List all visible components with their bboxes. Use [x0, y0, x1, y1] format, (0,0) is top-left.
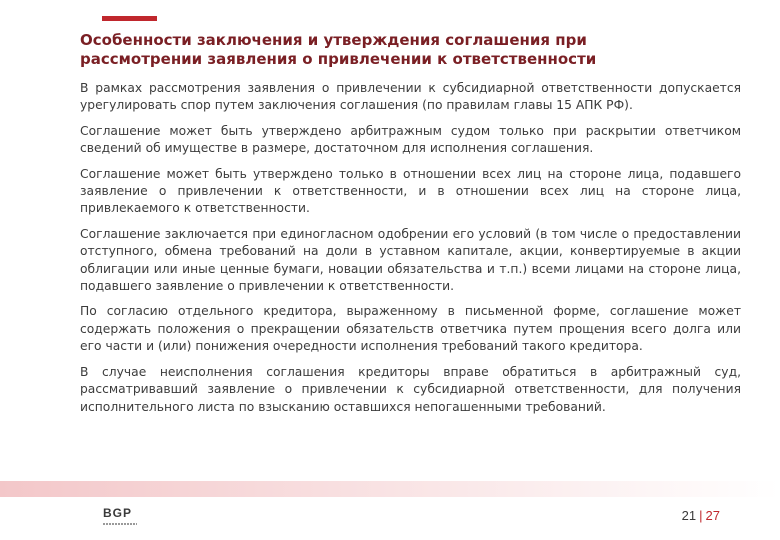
page-total: 27 — [705, 508, 720, 523]
page-separator: | — [699, 508, 703, 523]
paragraph-6: В случае неисполнения соглашения кредиторы вправе обратиться в арбитражный суд, рассматривавший заявление о привлечении к субсидиарной ответственности, для получения исполнительного листа по взысканию оставшихся непогашенными требований. — [80, 364, 741, 414]
page-current: 21 — [681, 508, 697, 523]
page-number — [682, 508, 720, 523]
slide-content — [80, 80, 741, 424]
logo-text: BGP — [103, 506, 133, 520]
paragraph-1: В рамках рассмотрения заявления о привлечении к субсидиарной ответственности допускается урегулировать спор путем заключения соглашения (по правилам главы 15 АПК РФ). — [80, 81, 741, 113]
footer-band — [0, 481, 780, 497]
paragraph-2: Соглашение может быть утверждено арбитражным судом только при раскрытии ответчиком сведений об имуществе в размере, достаточном для исполнения соглашения. — [80, 123, 741, 156]
paragraph-4: Соглашение заключается при единогласном одобрении его условий (в том числе о предоставлении отступного, обмена требований на доли в уставном капитале, акции, конвертируемые в акции облигации или иные ценные бумаги, новации обязательства и т.п.) всеми лицами на стороне лица, подавшего заявление о привлечении к ответственности. — [80, 226, 741, 294]
logo-subline — [103, 523, 137, 525]
paragraph-5: По согласию отдельного кредитора, выраженному в письменной форме, соглашение может содержать положения о прекращении обязательств ответчика путем прощения всего долга или его части и (или) понижения очередности исполнения требований такого кредитора. — [80, 304, 741, 354]
accent-bar — [102, 16, 157, 21]
slide-title: Особенности заключения и утверждения соглашения при рассмотрении заявления о привлечении к ответственности — [80, 31, 597, 68]
paragraph-3: Соглашение может быть утверждено только в отношении всех лиц на стороне лица, подавшего заявление о привлечении к ответственности, и в отношении всех лиц на стороне лица, привлекаемого к ответственности. — [80, 166, 741, 216]
bgp-logo — [103, 506, 143, 525]
